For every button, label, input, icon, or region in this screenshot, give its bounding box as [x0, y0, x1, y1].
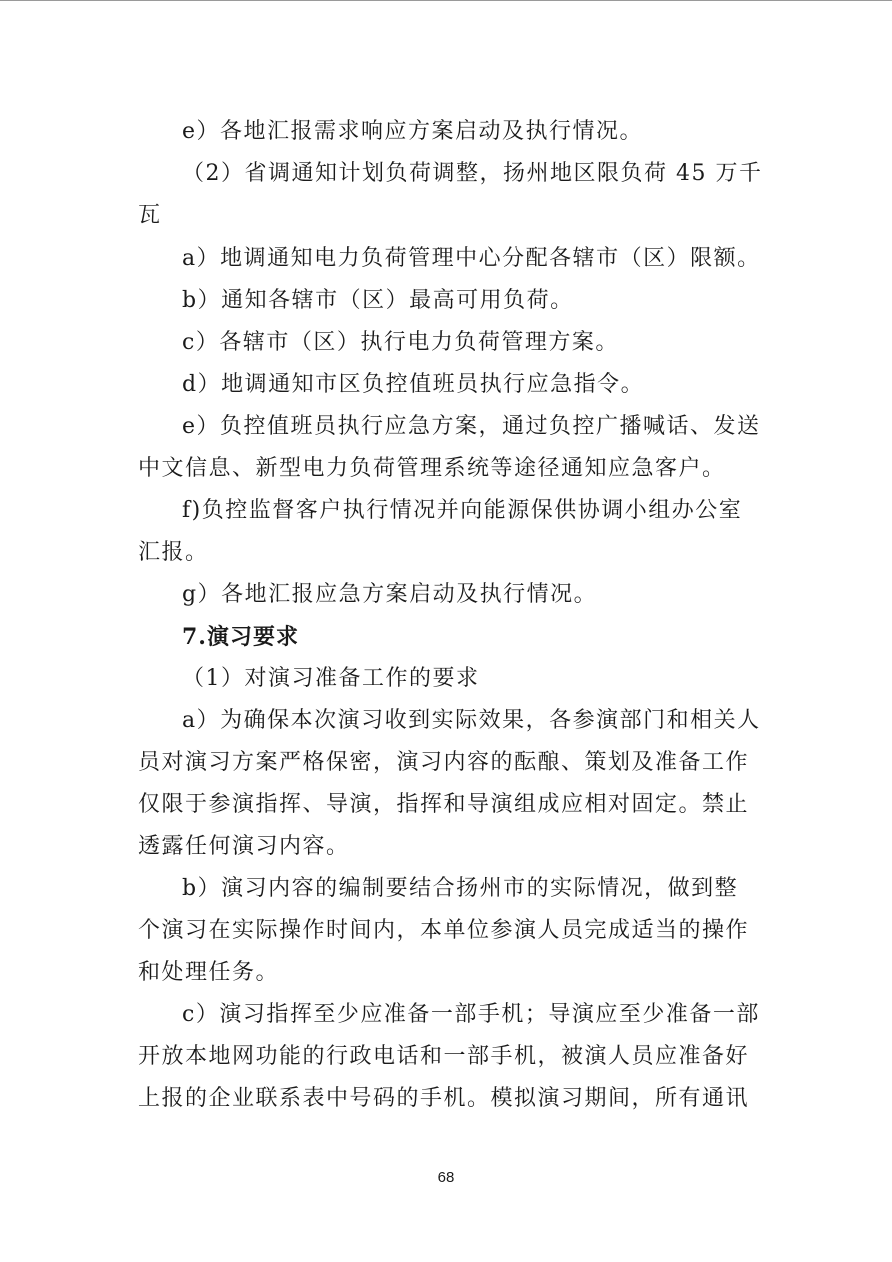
text-line: 汇报。	[138, 540, 209, 565]
text-line: c）各辖市（区）执行电力负荷管理方案。	[182, 330, 619, 355]
page-number: 68	[437, 1169, 455, 1186]
text-line: （2）省调通知计划负荷调整，扬州地区限负荷 45 万千	[182, 161, 763, 186]
text-line: g）各地汇报应急方案启动及执行情况。	[182, 582, 598, 607]
text-line: b）演习内容的编制要结合扬州市的实际情况，做到整	[182, 876, 739, 901]
text-line: 和处理任务。	[138, 960, 280, 985]
text-line: 个演习在实际操作时间内，本单位参演人员完成适当的操作	[138, 918, 750, 943]
text-line: （1）对演习准备工作的要求	[182, 666, 480, 691]
text-line: b）通知各辖市（区）最高可用负荷。	[182, 288, 574, 313]
text-line: a）地调通知电力负荷管理中心分配各辖市（区）限额。	[182, 246, 761, 271]
text-line: a）为确保本次演习收到实际效果，各参演部门和相关人	[182, 708, 761, 733]
text-line: 员对演习方案严格保密，演习内容的酝酿、策划及准备工作	[138, 750, 750, 775]
text-line: e）负控值班员执行应急方案，通过负控广播喊话、发送	[182, 414, 761, 439]
text-line: 中文信息、新型电力负荷管理系统等途径通知应急客户。	[138, 456, 726, 481]
text-line: e）各地汇报需求响应方案启动及执行情况。	[182, 119, 644, 144]
text-line: 透露任何演习内容。	[138, 834, 350, 859]
text-line: 开放本地网功能的行政电话和一部手机，被演人员应准备好	[138, 1044, 750, 1069]
text-line: d）地调通知市区负控值班员执行应急指令。	[182, 372, 645, 397]
text-line: 仅限于参演指挥、导演，指挥和导演组成应相对固定。禁止	[138, 792, 750, 817]
text-line: c）演习指挥至少应准备一部手机；导演应至少准备一部	[182, 1002, 760, 1027]
section-heading: 7.演习要求	[182, 624, 299, 650]
text-line: 上报的企业联系表中号码的手机。模拟演习期间，所有通讯	[138, 1086, 750, 1111]
text-line: 瓦	[138, 203, 162, 228]
text-line: f)负控监督客户执行情况并向能源保供协调小组办公室	[182, 498, 743, 523]
page-top-border	[0, 0, 892, 1]
